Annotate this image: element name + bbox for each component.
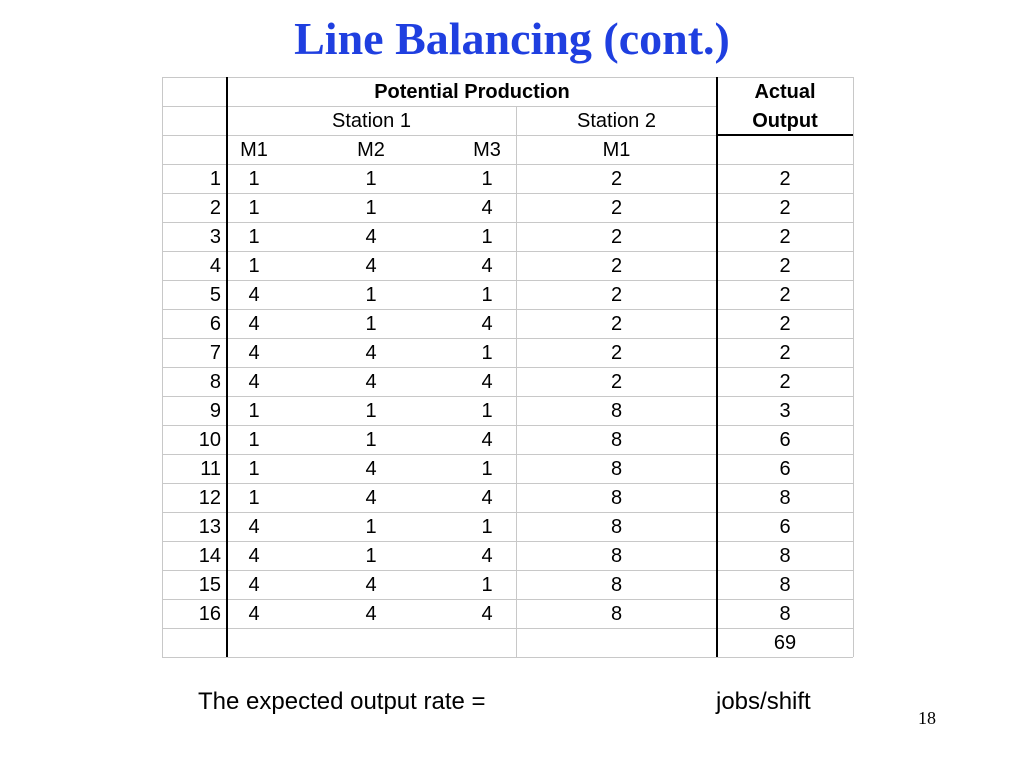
cell-m3: 1	[481, 168, 493, 190]
header-station-2: Station 2	[577, 110, 656, 132]
cell-station2: 8	[610, 458, 623, 480]
cell-m2: 4	[365, 371, 377, 393]
cell-actual-output: 2	[779, 197, 791, 219]
row-index: 8	[209, 371, 221, 393]
cell-station2: 2	[610, 255, 623, 277]
cell-m2: 4	[365, 603, 377, 625]
cell-m3: 1	[481, 342, 493, 364]
row-index: 11	[200, 458, 221, 480]
cell-m3: 4	[481, 487, 493, 509]
row-index: 3	[209, 226, 221, 248]
cell-station2: 2	[610, 226, 623, 248]
footer-unit: jobs/shift	[716, 688, 811, 715]
row-index: 14	[198, 545, 221, 567]
cell-m1: 4	[248, 574, 260, 596]
cell-station2: 8	[610, 603, 623, 625]
cell-actual-output: 3	[779, 400, 791, 422]
cell-actual-output: 2	[779, 226, 791, 248]
cell-actual-output: 8	[779, 574, 791, 596]
cell-m3: 4	[481, 255, 493, 277]
cell-actual-output: 2	[779, 284, 791, 306]
cell-m3: 4	[481, 429, 493, 451]
row-index: 12	[198, 487, 221, 509]
cell-m2: 4	[365, 342, 377, 364]
cell-actual-output: 2	[779, 313, 791, 335]
cell-m2: 4	[365, 458, 377, 480]
cell-m1: 1	[248, 168, 260, 190]
cell-m1: 4	[248, 545, 260, 567]
cell-station2: 8	[610, 487, 623, 509]
grid-line-v	[853, 77, 854, 657]
cell-actual-output: 6	[779, 516, 791, 538]
cell-m1: 1	[248, 429, 260, 451]
col-header-m2: M2	[357, 139, 385, 161]
production-table	[162, 77, 853, 657]
total-output: 69	[773, 632, 797, 654]
row-index: 10	[198, 429, 221, 451]
cell-station2: 2	[610, 197, 623, 219]
cell-actual-output: 2	[779, 371, 791, 393]
col-header-m3: M3	[473, 139, 501, 161]
cell-station2: 2	[610, 168, 623, 190]
cell-m2: 1	[365, 516, 377, 538]
cell-m3: 1	[481, 574, 493, 596]
cell-station2: 2	[610, 284, 623, 306]
cell-station2: 8	[610, 400, 623, 422]
cell-actual-output: 8	[779, 487, 791, 509]
row-index: 1	[209, 168, 221, 190]
cell-m2: 4	[365, 574, 377, 596]
cell-m1: 4	[248, 313, 260, 335]
cell-m3: 4	[481, 313, 493, 335]
cell-m1: 4	[248, 516, 260, 538]
cell-m2: 1	[365, 313, 377, 335]
cell-actual-output: 6	[779, 429, 791, 451]
row-index: 16	[198, 603, 221, 625]
cell-m1: 1	[248, 226, 260, 248]
cell-station2: 8	[610, 516, 623, 538]
cell-m3: 4	[481, 371, 493, 393]
cell-station2: 2	[610, 342, 623, 364]
cell-m2: 1	[365, 429, 377, 451]
cell-m2: 4	[365, 487, 377, 509]
cell-m3: 1	[481, 516, 493, 538]
cell-m3: 4	[481, 197, 493, 219]
row-index: 5	[209, 284, 221, 306]
row-index: 4	[209, 255, 221, 277]
cell-m2: 1	[365, 284, 377, 306]
cell-m2: 1	[365, 545, 377, 567]
header-station-1: Station 1	[332, 110, 411, 132]
cell-m3: 4	[481, 545, 493, 567]
row-index: 7	[209, 342, 221, 364]
row-index: 2	[209, 197, 221, 219]
col-header-s2-m1: M1	[602, 139, 631, 161]
col-header-m1: M1	[240, 139, 268, 161]
cell-m1: 4	[248, 342, 260, 364]
cell-m1: 1	[248, 458, 260, 480]
cell-m3: 4	[481, 603, 493, 625]
header-potential-production: Potential Production	[374, 81, 570, 103]
cell-actual-output: 8	[779, 545, 791, 567]
cell-actual-output: 2	[779, 255, 791, 277]
page-number: 18	[918, 708, 936, 728]
row-index: 9	[209, 400, 221, 422]
header-actual: Actual	[754, 81, 816, 103]
cell-station2: 8	[610, 429, 623, 451]
row-index: 13	[198, 516, 221, 538]
cell-station2: 8	[610, 574, 623, 596]
cell-actual-output: 8	[779, 603, 791, 625]
cell-m3: 1	[481, 226, 493, 248]
cell-actual-output: 2	[779, 168, 791, 190]
cell-station2: 8	[610, 545, 623, 567]
cell-m1: 4	[248, 371, 260, 393]
cell-m3: 1	[481, 284, 493, 306]
cell-m1: 4	[248, 284, 260, 306]
cell-actual-output: 6	[779, 458, 791, 480]
cell-m3: 1	[481, 458, 493, 480]
cell-actual-output: 2	[779, 342, 791, 364]
cell-m1: 4	[248, 603, 260, 625]
cell-m2: 4	[365, 226, 377, 248]
row-index: 6	[209, 313, 221, 335]
cell-m2: 1	[365, 197, 377, 219]
cell-m3: 1	[481, 400, 493, 422]
grid-line-h	[162, 657, 853, 658]
cell-m1: 1	[248, 255, 260, 277]
cell-m1: 1	[248, 197, 260, 219]
header-output: Output	[752, 110, 818, 132]
cell-m2: 1	[365, 168, 377, 190]
footer-label: The expected output rate =	[198, 688, 486, 715]
cell-m1: 1	[248, 487, 260, 509]
row-index: 15	[198, 574, 221, 596]
cell-m2: 4	[365, 255, 377, 277]
cell-station2: 2	[610, 371, 623, 393]
cell-m1: 1	[248, 400, 260, 422]
cell-m2: 1	[365, 400, 377, 422]
cell-station2: 2	[610, 313, 623, 335]
slide-title: Line Balancing (cont.)	[294, 13, 730, 64]
